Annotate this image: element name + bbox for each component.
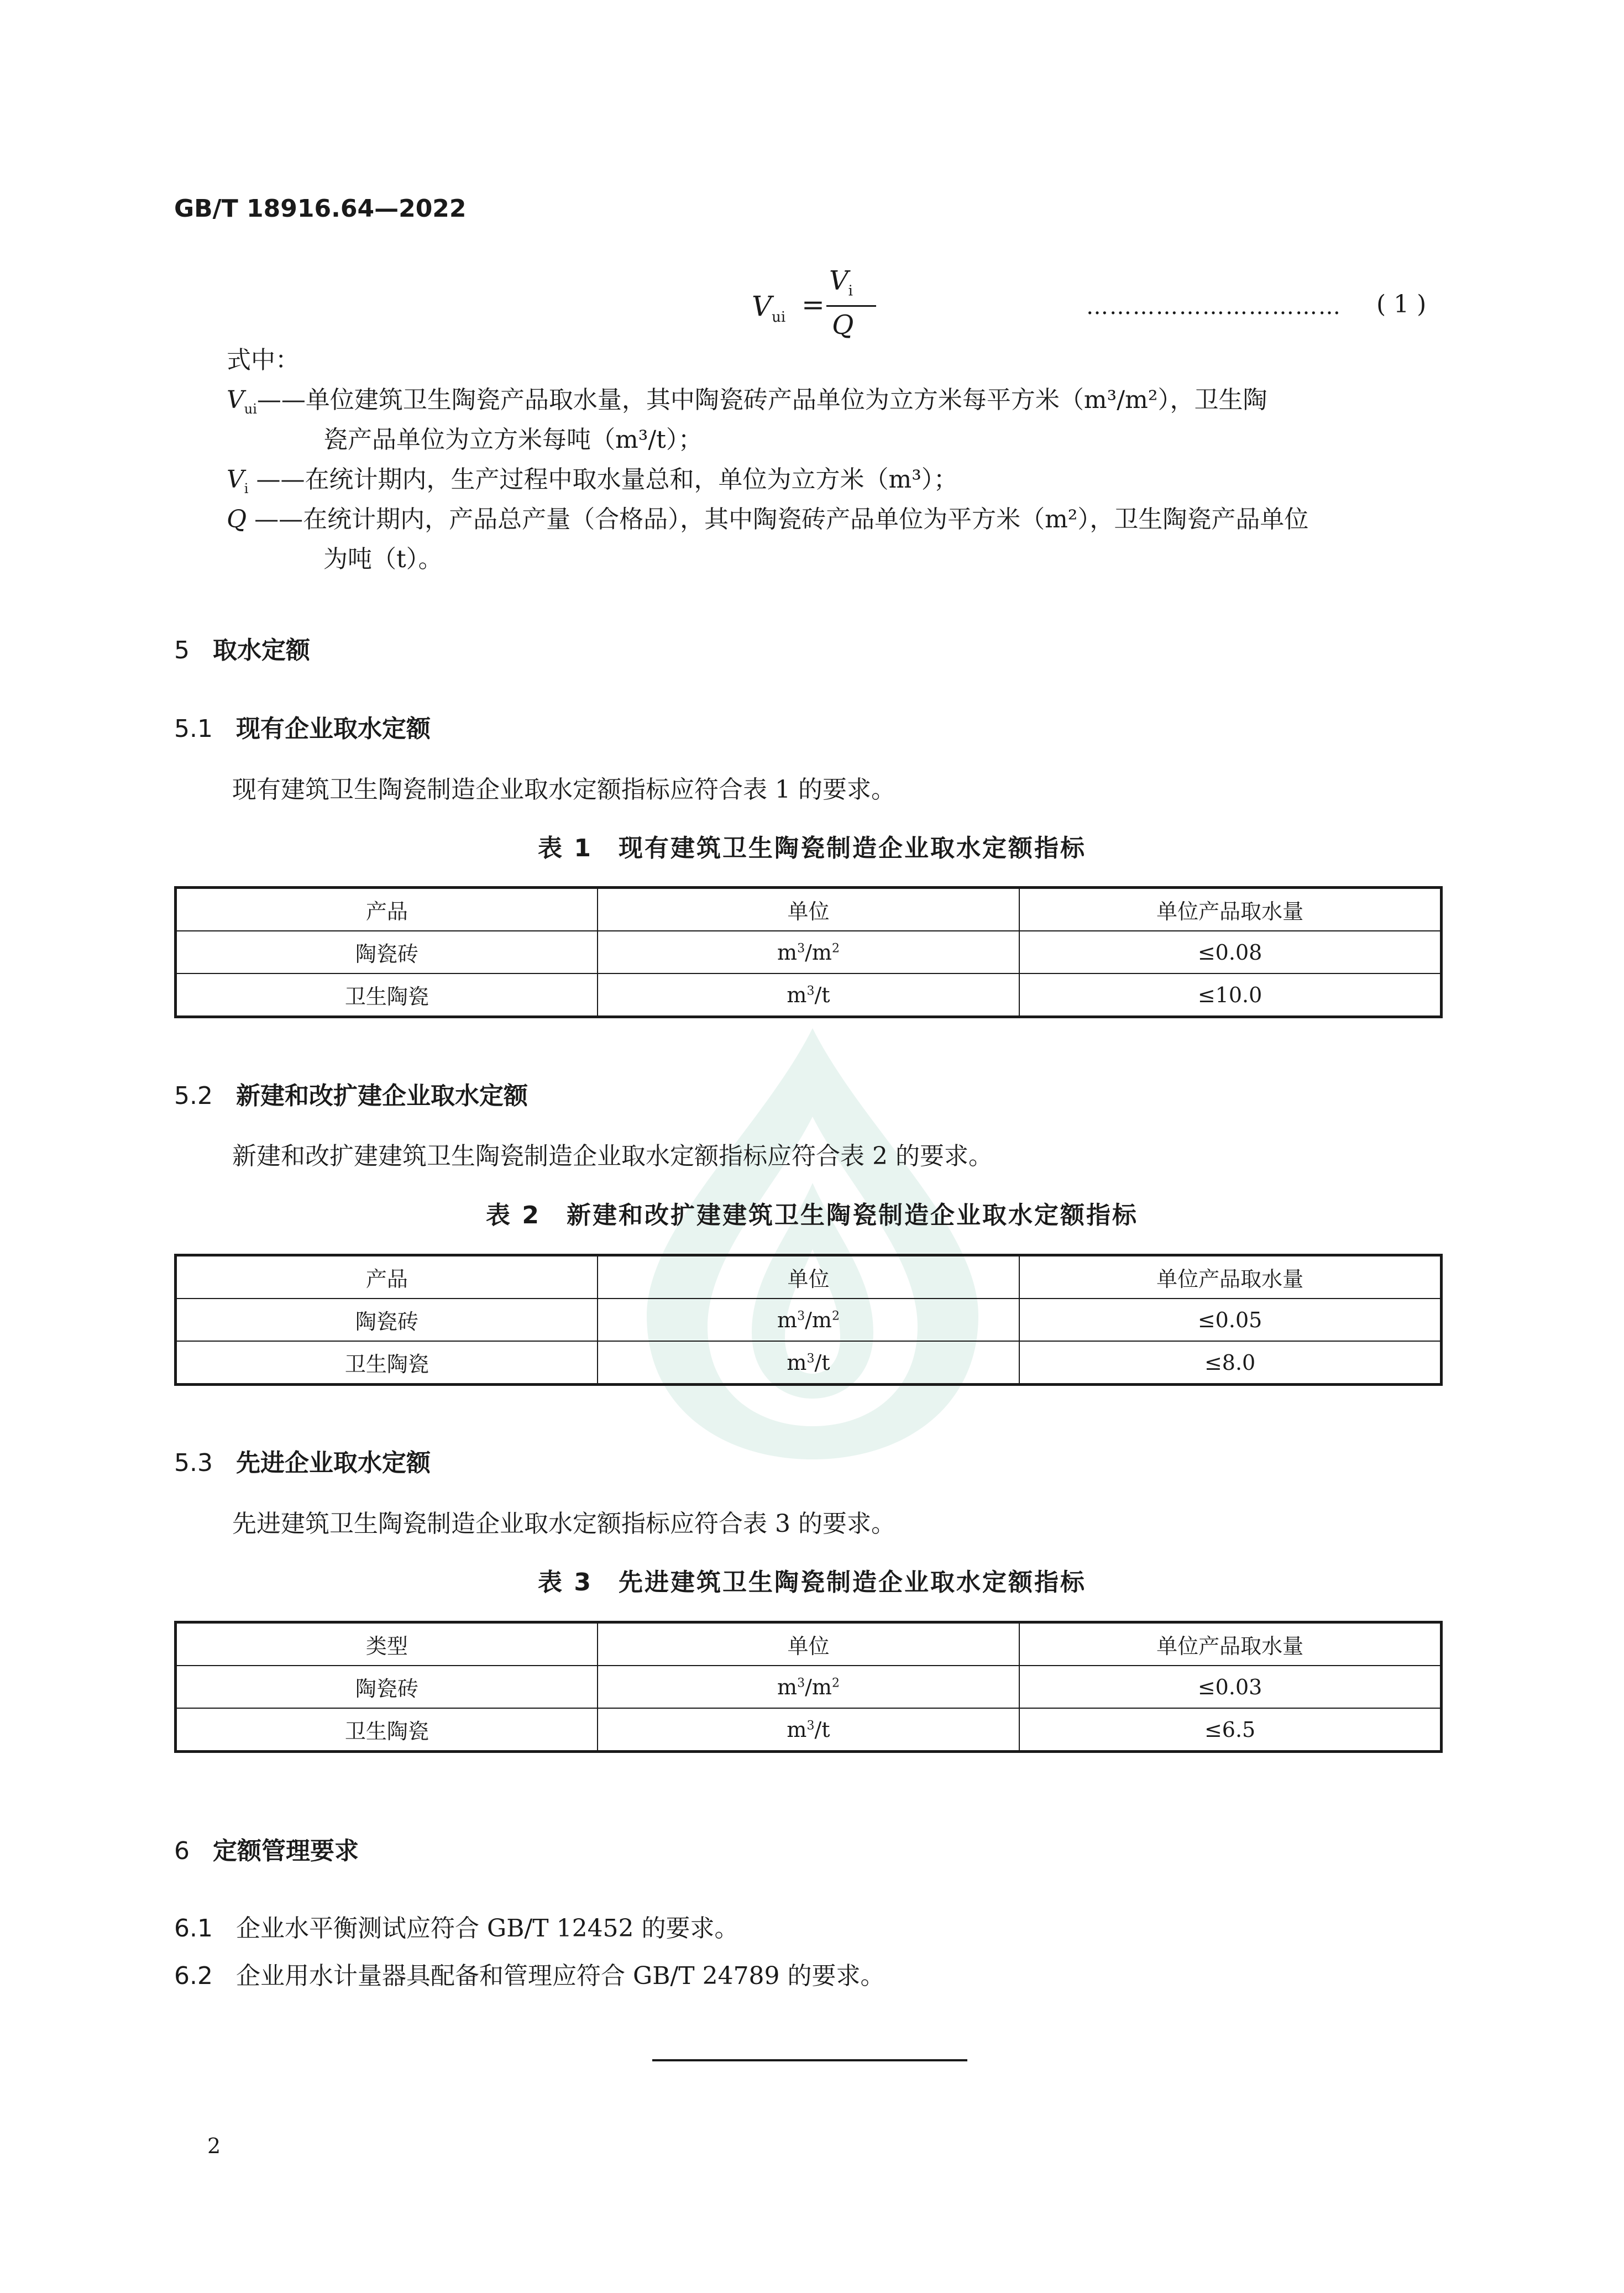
formula-leader-dots: …………………………… bbox=[1086, 294, 1342, 320]
formula-equals: = bbox=[801, 289, 825, 321]
clause-6-2: 6.2 企业用水计量器具配备和管理应符合 GB/T 24789 的要求。 bbox=[174, 1962, 885, 1990]
table-row bbox=[176, 1666, 1442, 1708]
table-header-cell: 产品 bbox=[176, 888, 598, 931]
table-row bbox=[176, 1708, 1442, 1752]
table-header-cell: 类型 bbox=[176, 1622, 598, 1666]
table-row bbox=[176, 1341, 1442, 1385]
section-5-1-heading: 5.1 现有企业取水定额 bbox=[174, 715, 431, 743]
where-item-vui-cont: 瓷产品单位为立方米每吨（m³/t）； bbox=[323, 426, 703, 454]
table-3-caption: 表 3 先进建筑卫生陶瓷制造企业取水定额指标 bbox=[538, 1568, 1086, 1596]
table-cell-value: ≤0.05 bbox=[1019, 1299, 1441, 1341]
where-intro: 式中： bbox=[227, 346, 300, 374]
table-header-row bbox=[176, 1622, 1442, 1666]
table-cell-product: 陶瓷砖 bbox=[176, 931, 598, 973]
table-cell-product: 陶瓷砖 bbox=[176, 1299, 598, 1341]
section-5-heading: 5 取水定额 bbox=[174, 636, 310, 664]
table-header-cell: 产品 bbox=[176, 1255, 598, 1299]
section-5-3-heading: 5.3 先进企业取水定额 bbox=[174, 1449, 431, 1477]
table-cell-unit: $m^3/m^2$ bbox=[598, 931, 1019, 973]
formula-numerator: $V_i$ bbox=[829, 265, 853, 300]
section-5-1-paragraph: 现有建筑卫生陶瓷制造企业取水定额指标应符合表 1 的要求。 bbox=[232, 776, 895, 804]
where-item-vi: $V_i$ ——在统计期内，生产过程中取水量总和，单位为立方米（m³）； bbox=[227, 465, 958, 496]
section-6-heading: 6 定额管理要求 bbox=[174, 1837, 359, 1865]
table-header-row bbox=[176, 1255, 1442, 1299]
fraction-bar bbox=[826, 305, 876, 307]
table-header-cell: 单位产品取水量 bbox=[1019, 1255, 1441, 1299]
section-5-2-heading: 5.2 新建和改扩建企业取水定额 bbox=[174, 1082, 528, 1110]
table-header-cell: 单位 bbox=[598, 888, 1019, 931]
table-cell-value: ≤0.08 bbox=[1019, 931, 1441, 973]
table-cell-product: 卫生陶瓷 bbox=[176, 973, 598, 1017]
table-header-cell: 单位产品取水量 bbox=[1019, 1622, 1441, 1666]
table-1 bbox=[174, 886, 1443, 1018]
where-item-q: Q ——在统计期内，产品总产量（合格品），其中陶瓷砖产品单位为平方米（m²），卫生陶瓷产品单位 bbox=[227, 505, 1309, 533]
document-id: GB/T 18916.64—2022 bbox=[174, 195, 467, 223]
table-cell-value: ≤6.5 bbox=[1019, 1708, 1441, 1752]
formula-lhs: $V_{ui}$ bbox=[752, 290, 786, 326]
table-cell-unit: $m^3/t$ bbox=[598, 1341, 1019, 1385]
table-cell-product: 卫生陶瓷 bbox=[176, 1708, 598, 1752]
page-number: 2 bbox=[207, 2134, 221, 2158]
section-5-3-paragraph: 先进建筑卫生陶瓷制造企业取水定额指标应符合表 3 的要求。 bbox=[232, 1510, 895, 1538]
table-cell-product: 卫生陶瓷 bbox=[176, 1341, 598, 1385]
table-cell-product: 陶瓷砖 bbox=[176, 1666, 598, 1708]
watermark-drop-icon bbox=[625, 1017, 1000, 1470]
table-row bbox=[176, 973, 1442, 1017]
section-5-2-paragraph: 新建和改扩建建筑卫生陶瓷制造企业取水定额指标应符合表 2 的要求。 bbox=[232, 1142, 993, 1170]
formula bbox=[752, 265, 895, 348]
table-cell-value: ≤10.0 bbox=[1019, 973, 1441, 1017]
table-header-row bbox=[176, 888, 1442, 931]
table-1-caption: 表 1 现有建筑卫生陶瓷制造企业取水定额指标 bbox=[538, 834, 1086, 862]
table-header-cell: 单位 bbox=[598, 1255, 1019, 1299]
table-row bbox=[176, 931, 1442, 973]
where-item-vui: $V_{ui}——$单位建筑卫生陶瓷产品取水量，其中陶瓷砖产品单位为立方米每平方米（m³/m²），卫生陶 bbox=[227, 386, 1267, 417]
table-cell-unit: $m^3/m^2$ bbox=[598, 1299, 1019, 1341]
table-header-cell: 单位 bbox=[598, 1622, 1019, 1666]
table-2-caption: 表 2 新建和改扩建建筑卫生陶瓷制造企业取水定额指标 bbox=[486, 1201, 1138, 1229]
table-cell-unit: $m^3/t$ bbox=[598, 1708, 1019, 1752]
table-cell-value: ≤8.0 bbox=[1019, 1341, 1441, 1385]
table-row bbox=[176, 1299, 1442, 1341]
table-cell-unit: $m^3/m^2$ bbox=[598, 1666, 1019, 1708]
formula-denominator: Q bbox=[832, 310, 854, 341]
table-2 bbox=[174, 1254, 1443, 1386]
where-item-q-cont: 为吨（t）。 bbox=[323, 545, 443, 573]
table-3 bbox=[174, 1621, 1443, 1753]
table-header-cell: 单位产品取水量 bbox=[1019, 888, 1441, 931]
clause-6-1: 6.1 企业水平衡测试应符合 GB/T 12452 的要求。 bbox=[174, 1914, 739, 1943]
end-of-document-rule bbox=[652, 2059, 967, 2061]
formula-number: ( 1 ) bbox=[1376, 290, 1427, 318]
table-cell-value: ≤0.03 bbox=[1019, 1666, 1441, 1708]
table-cell-unit: $m^3/t$ bbox=[598, 973, 1019, 1017]
